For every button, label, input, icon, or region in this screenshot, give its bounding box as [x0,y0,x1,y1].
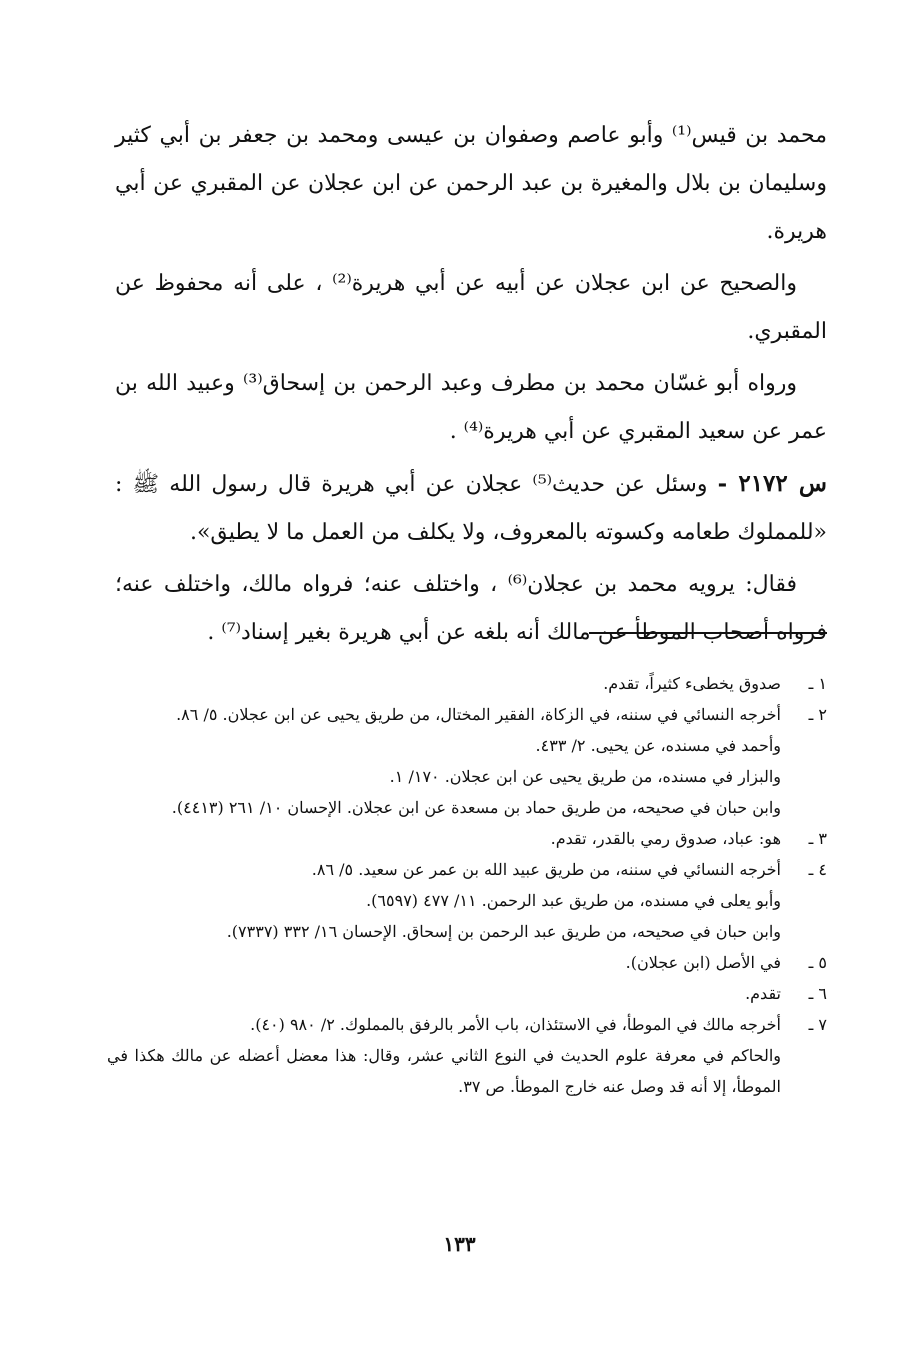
paragraph-4 [115,460,827,557]
footnote-line: في الأصل (ابن عجلان). [625,953,781,972]
paragraph-2: والصحيح عن ابن عجلان عن أبيه عن أبي هريرة⁽²⁾ ، على أنه محفوظ عن المقبري. [115,271,827,344]
footnote-number: ٧ ـ [808,1015,827,1034]
footnote-line: تقدم. [745,984,781,1003]
footnote-number: ٥ ـ [808,953,827,972]
page-number: ١٣٣ [443,1232,476,1256]
footnote-separator [589,632,827,634]
footnote-item [107,668,827,699]
footnote-line: وأحمد في مسنده، عن يحيى. ٢/ ٤٣٣. [535,736,781,755]
footnote-line: هو: عباد، صدوق رمي بالقدر، تقدم. [550,829,781,848]
paragraph-3: ورواه أبو غسّان محمد بن مطرف وعبد الرحمن بن إسحاق⁽³⁾ وعبيد الله بن عمر عن سعيد المقبري عن أبي هريرة⁽⁴⁾ . [115,371,827,444]
footnote-line: أخرجه النسائي في سننه، في الزكاة، الفقير المختال، من طريق يحيى عن ابن عجلان. ٥/ ٨٦. [176,705,781,724]
footnote-body [107,668,781,699]
footnote-body [107,854,781,947]
footnote-number: ٢ ـ [808,705,827,724]
footnote-item [107,823,827,854]
footnote-line: أخرجه النسائي في سننه، من طريق عبيد الله بن عمر عن سعيد. ٥/ ٨٦. [311,860,781,879]
footnote-number: ٦ ـ [808,984,827,1003]
footnote-body [107,823,781,854]
footnote-body [107,978,781,1009]
paragraph-1: محمد بن قيس⁽¹⁾ وأبو عاصم وصفوان بن عيسى ومحمد بن جعفر بن أبي كثير وسليمان بن بلال والمغيرة بن عبد الرحمن عن ابن عجلان عن المقبري عن أبي هريرة. [115,123,827,244]
footnote-body [107,699,781,823]
footnote-number: ٤ ـ [808,860,827,879]
footnote-item [107,978,827,1009]
footnote-line: أخرجه مالك في الموطأ، في الاستئذان، باب الأمر بالرفق بالمملوك. ٢/ ٩٨٠ (٤٠). [250,1015,781,1034]
question-text: وسئل عن حديث⁽⁵⁾ عجلان عن أبي هريرة قال رسول الله ﷺ : «للمملوك طعامه وكسوته بالمعروف، ولا يكلف من العمل ما لا يطيق». [115,472,827,545]
footnote-body [107,1009,781,1102]
footnote-line: وأبو يعلى في مسنده، من طريق عبد الرحمن. ١١/ ٤٧٧ (٦٥٩٧). [366,891,781,910]
footnote-line: وابن حبان في صحيحه، من طريق حماد بن مسعدة عن ابن عجلان. الإحسان ١٠/ ٢٦١ (٤٤١٣). [171,798,781,817]
main-text [115,112,827,661]
footnote-line: والبزار في مسنده، من طريق يحيى عن ابن عجلان. ١٧٠/ ١. [389,767,781,786]
footnote-item [107,947,827,978]
footnote-item [107,1009,827,1102]
footnotes [107,668,827,1102]
question-number: س ٢١٧٢ - [717,470,828,497]
footnote-line: صدوق يخطىء كثيراً، تقدم. [603,674,781,693]
footnote-item [107,854,827,947]
footnote-item [107,699,827,823]
paragraph-5: فقال: يرويه محمد بن عجلان⁽⁶⁾ ، واختلف عنه؛ فرواه مالك، واختلف عنه؛ فرواه أصحاب الموطأ عن مالك أنه بلغه عن أبي هريرة بغير إسناد⁽⁷⁾ . [115,572,827,645]
footnote-number: ١ ـ [808,674,827,693]
footnote-line: وابن حبان في صحيحه، من طريق عبد الرحمن بن إسحاق. الإحسان ١٦/ ٣٣٢ (٧٣٣٧). [226,922,781,941]
footnote-body [107,947,781,978]
footnote-number: ٣ ـ [808,829,827,848]
footnote-line: والحاكم في معرفة علوم الحديث في النوع الثاني عشر، وقال: هذا معضل أعضله عن مالك هكذا في الموطأ، إلا أنه قد وصل عنه خارج الموطأ. ص ٣٧. [107,1046,781,1096]
